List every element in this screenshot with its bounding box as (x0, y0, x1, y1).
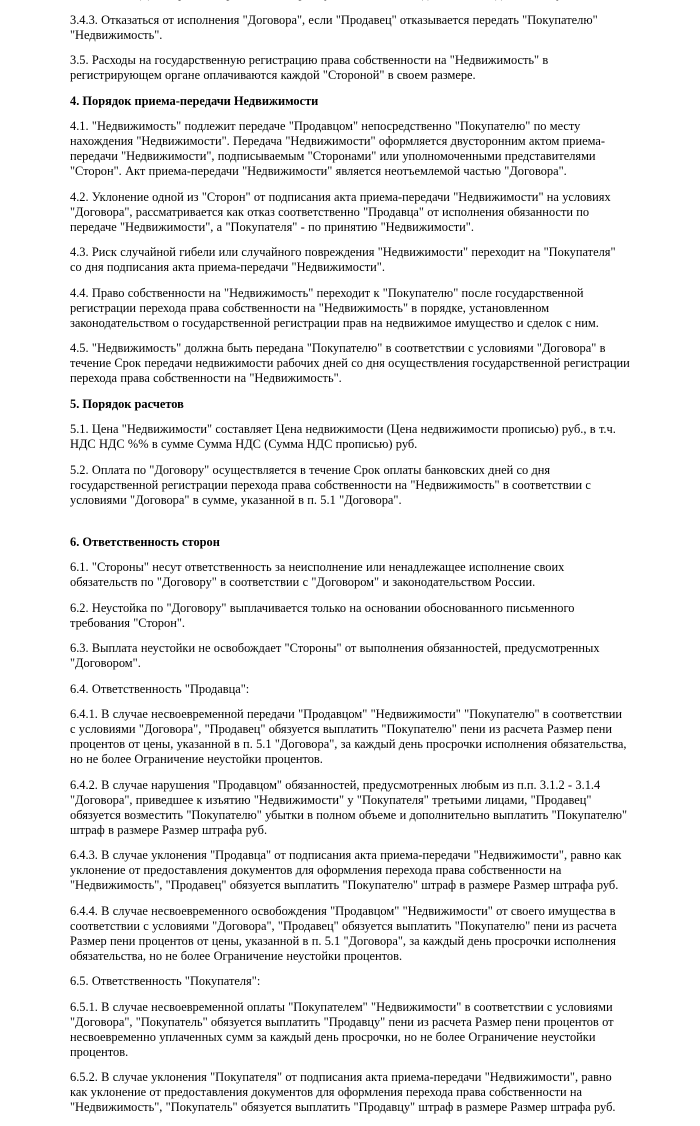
paragraph-6-5-2: 6.5.2. В случае уклонения "Покупателя" от подписания акта приема-передачи "Недвижимости", равно как уклонение от предоставления документов для оформления перехода права собственности на "Недвижимость", "Покупатель" обязуется выплатить "Продавцу" штраф в размере Размер штрафа руб. (70, 1070, 616, 1114)
paragraph-3-5: 3.5. Расходы на государственную регистрацию права собственности на "Недвижимость" в регистрирующем органе оплачиваются каждой "Стороной" в своем размере. (70, 53, 549, 82)
paragraph-6-4-4: 6.4.4. В случае несвоевременного освобождения "Продавцом" "Недвижимости" от своего имущества в соответствии с условиями "Договора", "Продавец" обязуется выплатить "Покупателю" пени из расчета Размер пени процентов от цены, указанной в п. 5.1 "Договора", за каждый день просрочки исполнения обязательства, но не более Ограничение неустойки процентов. (70, 903, 617, 963)
paragraph-4-5: 4.5. "Недвижимость" должна быть передана "Покупателю" в соответствии с условиями "Договора" в течение Срок передачи недвижимости рабочих дней со дня осуществления государственной регистрации перехода права собственности на "Недвижимость". (70, 341, 630, 385)
paragraph-4-1: 4.1. "Недвижимость" подлежит передаче "Продавцом" непосредственно "Покупателю" по месту нахождения "Недвижимости". Передача "Недвижимости" оформляется двусторонним актом приема-передачи "Недвижимости", подписываемым "Сторонами" или уполномоченными представителями "Сторон". Акт приема-передачи "Недвижимости" является неотъемлемой частью "Договора". (70, 119, 605, 178)
paragraph-5-2: 5.2. Оплата по "Договору" осуществляется в течение Срок оплаты банковских дней со дня государственной регистрации перехода права собственности на "Недвижимость" в соответствии с условиями "Договора" в сумме, указанной в п. 5.1 "Договора". (70, 462, 591, 507)
paragraph-6-4-3: 6.4.3. В случае уклонения "Продавца" от подписания акта приема-передачи "Недвижимости", равно как уклонение от предоставления документов для оформления перехода права собственности на "Недвижимость", "Продавец" обязуется выплатить "Покупателю" штраф в размере Размер штрафа руб. (70, 848, 622, 892)
paragraph-4-4: 4.4. Право собственности на "Недвижимость" переходит к "Покупателю" после государственной регистрации перехода права собственности на "Недвижимость" в порядке, установленном законодательством о государственной регистрации прав на недвижимое имущество и сделок с ним. (70, 285, 599, 330)
document-body (70, 0, 630, 1126)
section-heading-5: 5. Порядок расчетов (70, 396, 184, 411)
paragraph-6-2: 6.2. Неустойка по "Договору" выплачивается только на основании обоснованного письменного требования "Сторон". (70, 600, 575, 630)
paragraph-3-4-2-tail (70, 0, 630, 2)
paragraph-6-4: 6.4. Ответственность "Продавца": (70, 681, 250, 696)
paragraph-5-1: 5.1. Цена "Недвижимости" составляет Цена недвижимости (Цена недвижимости прописью) руб., в т.ч. НДС НДС %% в сумме Сумма НДС (Сумма НДС прописью) руб. (70, 422, 616, 451)
paragraph-4-2: 4.2. Уклонение одной из "Сторон" от подписания акта приема-передачи "Недвижимости" на условиях "Договора", рассматривается как отказ соответственно "Продавца" от исполнения обязанности по передаче "Недвижимости", а "Покупателя" - по принятию "Недвижимости". (70, 189, 611, 234)
section-heading-4: 4. Порядок приема-передачи Недвижимости (70, 93, 319, 108)
paragraph-6-4-2: 6.4.2. В случае нарушения "Продавцом" обязанностей, предусмотренных любым из п.п. 3.1.2 - 3.1.4 "Договора", приведшее к изъятию "Недвижимости" у "Покупателя" третьими лицами, "Продавец" обязуется возместить "Покупателю" убытки в полном объеме и дополнительно выплатить "Покупателю" штраф в размере Размер штрафа руб. (70, 777, 628, 837)
paragraph-6-5: 6.5. Ответственность "Покупателя": (70, 974, 261, 988)
paragraph-6-5-1: 6.5.1. В случае несвоевременной оплаты "Покупателем" "Недвижимости" в соответствии с условиями "Договора", "Покупатель" обязуется выплатить "Продавцу" пени из расчета Размер пени процентов от несвоевременно уплаченных сумм за каждый день просрочки, но не более Ограничение неустойки процентов. (70, 999, 614, 1059)
paragraph-6-4-1: 6.4.1. В случае несвоевременной передачи "Продавцом" "Недвижимости" "Покупателю" в соответствии с условиями "Договора", "Продавец" обязуется выплатить "Покупателю" пени из расчета Размер пени процентов от цены, указанной в п. 5.1 "Договора", за каждый день просрочки исполнения обязательства, но не более Ограничение неустойки процентов. (70, 707, 627, 766)
paragraph-6-3: 6.3. Выплата неустойки не освобождает "Стороны" от выполнения обязанностей, предусмотренных "Договором". (70, 641, 600, 670)
paragraph-6-1: 6.1. "Стороны" несут ответственность за неисполнение или ненадлежащее исполнение своих обязательств по "Договору" в соответствии с "Договором" и законодательством России. (70, 560, 565, 589)
section-heading-6: 6. Ответственность сторон (70, 534, 220, 549)
paragraph-3-4-3: 3.4.3. Отказаться от исполнения "Договора", если "Продавец" отказывается передать "Покупателю" "Недвижимость". (70, 12, 598, 42)
paragraph-4-3: 4.3. Риск случайной гибели или случайного повреждения "Недвижимости" переходит на "Покупателя" со дня подписания акта приема-передачи "Недвижимости". (70, 245, 616, 274)
